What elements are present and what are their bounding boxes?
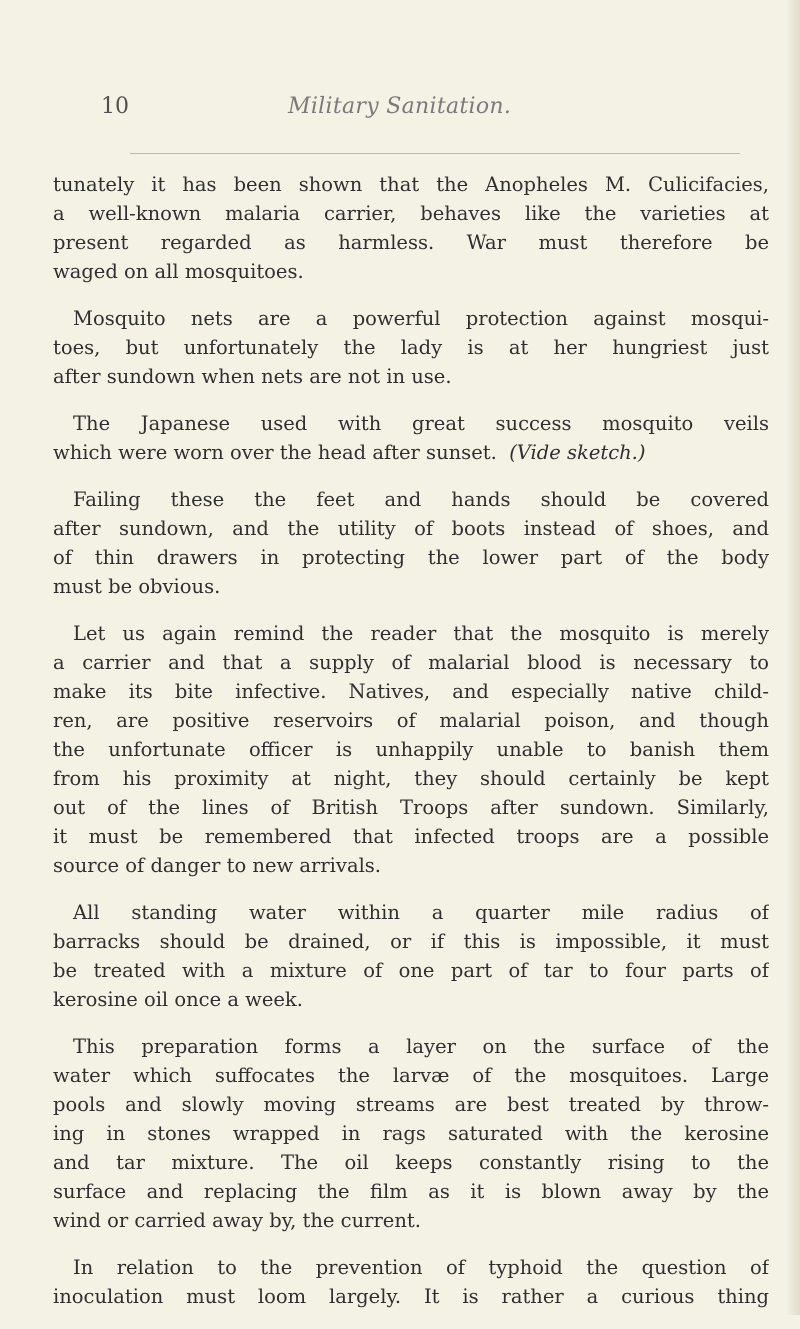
text-line: surface and replacing the film as it is blown away by the xyxy=(53,1180,769,1203)
text-line: from his proximity at night, they should certainly be kept xyxy=(53,767,769,790)
text-line: a well-known malaria carrier, behaves like the varieties at xyxy=(53,202,769,225)
text-line: waged on all mosquitoes. xyxy=(53,260,304,283)
text-line: toes, but unfortunately the lady is at her hungriest just xyxy=(53,336,769,359)
paragraph xyxy=(53,304,769,391)
header-rule xyxy=(130,153,740,154)
text-line: ing in stones wrapped in rags saturated with the kerosine xyxy=(53,1122,769,1145)
text-line: Failing these the feet and hands should be covered xyxy=(73,488,769,511)
page-header xyxy=(0,94,800,144)
text-line: ren, are positive reservoirs of malarial poison, and though xyxy=(53,709,769,732)
text-line: This preparation forms a layer on the surface of the xyxy=(73,1035,769,1058)
text-line: out of the lines of British Troops after sundown. Similarly, xyxy=(53,796,769,819)
page-edge-shadow xyxy=(786,0,800,1315)
text-line: a carrier and that a supply of malarial blood is necessary to xyxy=(53,651,769,674)
text-line: inoculation must loom largely. It is rather a curious thing xyxy=(53,1285,769,1308)
text-line: after sundown when nets are not in use. xyxy=(53,365,452,388)
text-line: and tar mixture. The oil keeps constantly rising to the xyxy=(53,1151,769,1174)
text-line: after sundown, and the utility of boots instead of shoes, and xyxy=(53,517,769,540)
text-fragment: which were worn over the head after sunset. xyxy=(53,441,497,464)
text-line: kerosine oil once a week. xyxy=(53,988,303,1011)
running-title: Military Sanitation. xyxy=(288,94,512,119)
paragraph xyxy=(53,1032,769,1235)
text-line: make its bite infective. Natives, and especially native child- xyxy=(53,680,769,703)
text-line: wind or carried away by, the current. xyxy=(53,1209,421,1232)
paragraph xyxy=(53,898,769,1014)
text-line: present regarded as harmless. War must therefore be xyxy=(53,231,769,254)
paragraph xyxy=(53,619,769,880)
text-line xyxy=(53,438,769,467)
text-line: pools and slowly moving streams are best treated by throw- xyxy=(53,1093,769,1116)
page-number: 10 xyxy=(101,94,129,119)
text-line: Let us again remind the reader that the mosquito is merely xyxy=(73,622,769,645)
text-line: tunately it has been shown that the Anopheles M. Culicifacies, xyxy=(53,173,769,196)
text-line: it must be remembered that infected troops are a possible xyxy=(53,825,769,848)
text-line: water which suffocates the larvæ of the mosquitoes. Large xyxy=(53,1064,769,1087)
text-line: Mosquito nets are a powerful protection against mosqui- xyxy=(73,307,769,330)
text-line: of thin drawers in protecting the lower part of the body xyxy=(53,546,769,569)
body-text xyxy=(53,170,769,1329)
vide-sketch-note: (Vide sketch.) xyxy=(509,441,646,464)
text-line: In relation to the prevention of typhoid the question of xyxy=(73,1256,769,1279)
text-line: must be obvious. xyxy=(53,575,221,598)
text-line: be treated with a mixture of one part of tar to four parts of xyxy=(53,959,769,982)
text-line: barracks should be drained, or if this is impossible, it must xyxy=(53,930,769,953)
text-line: source of danger to new arrivals. xyxy=(53,854,382,877)
text-line: The Japanese used with great success mosquito veils xyxy=(73,412,769,435)
paragraph xyxy=(53,1253,769,1311)
paragraph xyxy=(53,409,769,467)
paragraph xyxy=(53,170,769,286)
text-line: All standing water within a quarter mile radius of xyxy=(73,901,769,924)
text-line: the unfortunate officer is unhappily unable to banish them xyxy=(53,738,769,761)
paragraph xyxy=(53,485,769,601)
